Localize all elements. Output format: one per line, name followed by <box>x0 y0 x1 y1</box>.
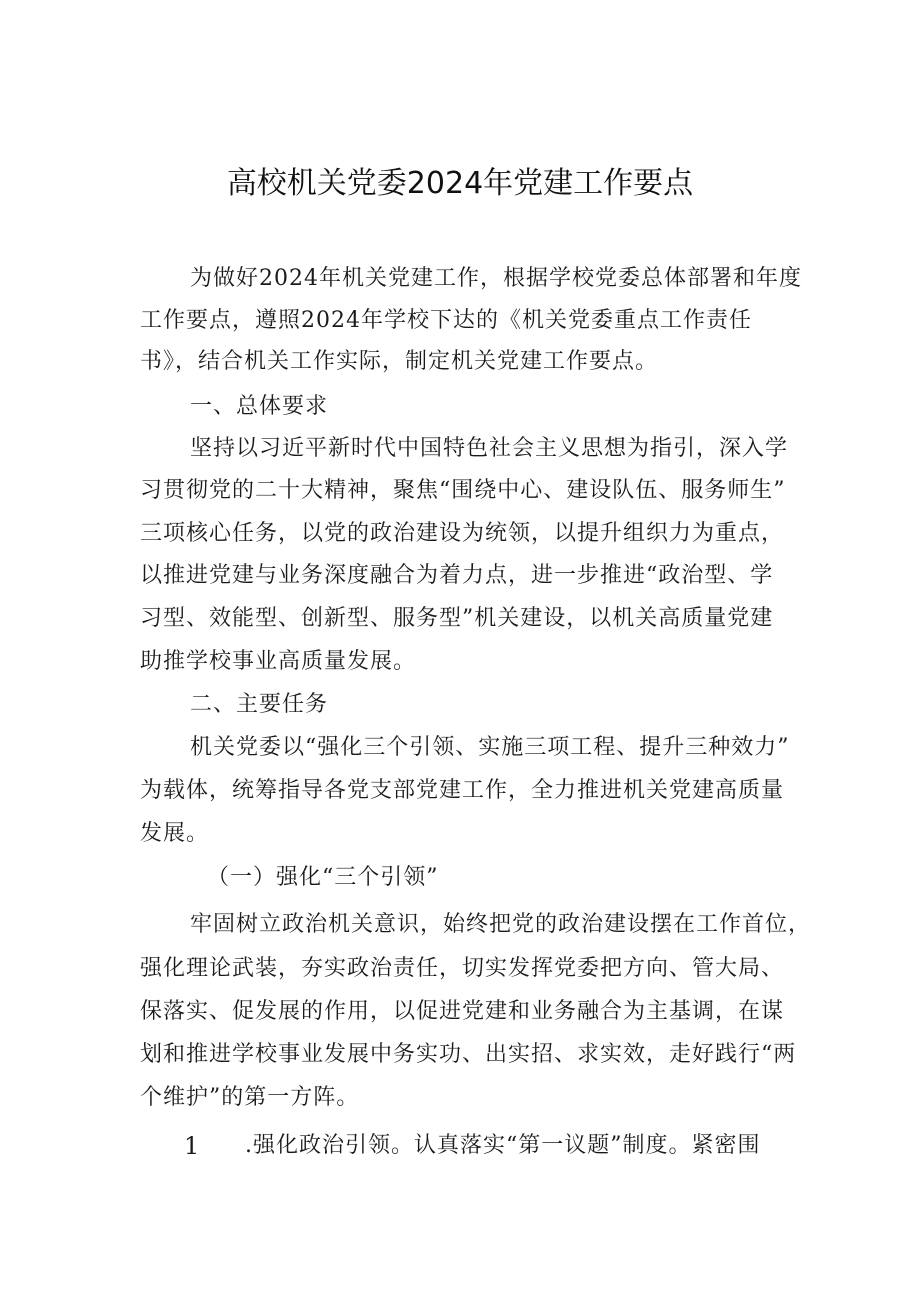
section1-line-5: 习型、效能型、创新型、服务型”机关建设，以机关高质量党建 <box>140 606 774 631</box>
subsection1-line-2: 强化理论武装，夯实政治责任，切实发挥党委把方向、管大局、 <box>140 956 785 981</box>
subsection1-line-5: 个维护”的第一方阵。 <box>140 1085 360 1110</box>
section1-line-1: 坚持以习近平新时代中国特色社会主义思想为指引，深入学 <box>190 436 789 461</box>
intro-line-2: 工作要点，遵照2024年学校下达的《机关党委重点工作责任 <box>140 308 752 333</box>
subsection1-line-3: 保落实、促发展的作用，以促进党建和业务融合为主基调，在谋 <box>140 999 785 1024</box>
section2-line-3: 发展。 <box>140 821 210 846</box>
section2-line-2: 为载体，统筹指导各党支部党建工作，全力推进机关党建高质量 <box>140 778 785 803</box>
section1-line-4: 以推进党建与业务深度融合为着力点，进一步推进“政治型、学 <box>140 563 774 588</box>
subsection1-heading: （一）强化“三个引领” <box>207 865 439 890</box>
subsection1-line-4: 划和推进学校事业发展中务实功、出实招、求实效，走好践行“两 <box>140 1042 797 1067</box>
intro-line-1: 为做好2024年机关党建工作，根据学校党委总体部署和年度 <box>190 266 802 291</box>
item1-text: .强化政治引领。认真落实“第一议题”制度。紧密围 <box>245 1133 761 1158</box>
subsection1-line-1: 牢固树立政治机关意识，始终把党的政治建设摆在工作首位， <box>190 912 812 937</box>
section1-heading: 一、总体要求 <box>190 394 329 419</box>
intro-line-3: 书》，结合机关工作实际，制定机关党建工作要点。 <box>140 349 659 374</box>
section2-heading: 二、主要任务 <box>190 692 329 717</box>
section1-line-6: 助推学校事业高质量发展。 <box>140 649 417 674</box>
document-title: 高校机关党委2024年党建工作要点 <box>226 166 694 201</box>
section2-line-1: 机关党委以“强化三个引领、实施三项工程、提升三种效力” <box>190 735 790 760</box>
item1-number: 1 <box>184 1132 200 1160</box>
section1-line-2: 习贯彻党的二十大精神，聚焦“围绕中心、建设队伍、服务师生” <box>140 478 786 503</box>
section1-line-3: 三项核心任务，以党的政治建设为统领，以提升组织力为重点， <box>140 521 785 546</box>
